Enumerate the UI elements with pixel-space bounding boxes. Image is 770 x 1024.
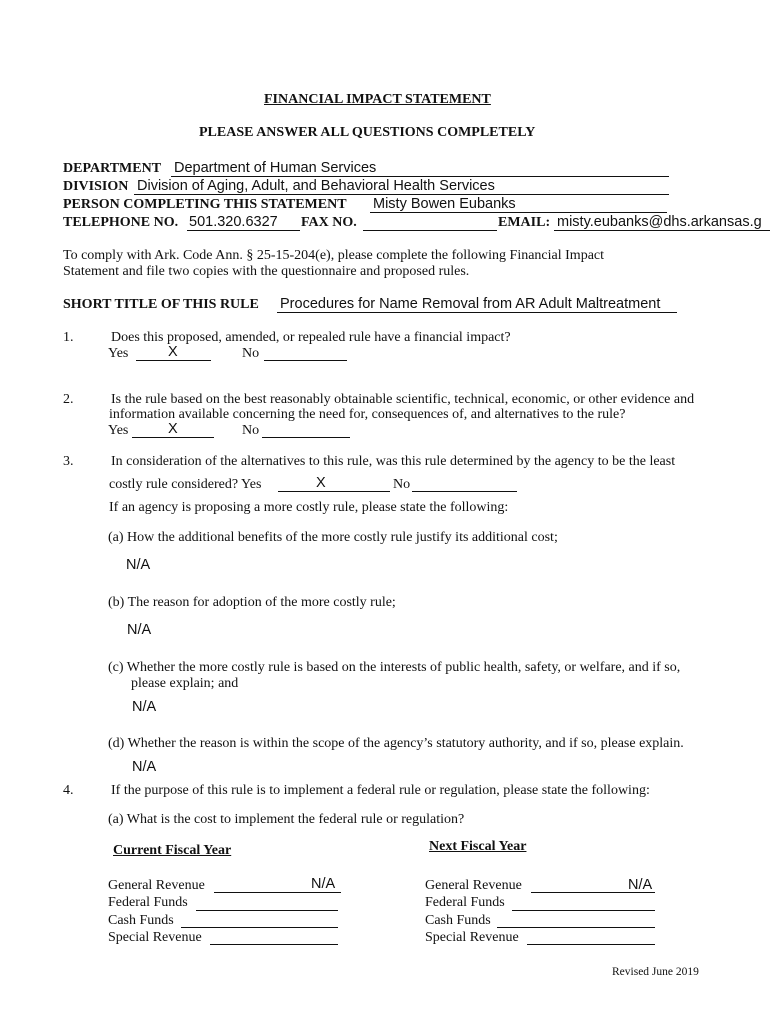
q3-line-2: costly rule considered? Yes bbox=[109, 477, 262, 492]
next-fiscal-year-header: Next Fiscal Year bbox=[429, 839, 527, 854]
intro-line-1: To comply with Ark. Code Ann. § 25-15-204(e), please complete the following Financial Impact bbox=[63, 248, 605, 263]
telephone-line bbox=[187, 230, 300, 231]
email-line bbox=[554, 230, 770, 231]
person-label: PERSON COMPLETING THIS STATEMENT bbox=[63, 197, 347, 212]
current-cash-funds-label: Cash Funds bbox=[108, 913, 174, 928]
q3-line-1: In consideration of the alternatives to this rule, was this rule determined by the agency to be the least bbox=[111, 454, 676, 469]
q2-yes-label: Yes bbox=[108, 423, 129, 438]
current-federal-funds-line bbox=[196, 910, 338, 911]
q3c-line-2: please explain; and bbox=[131, 676, 239, 691]
division-field[interactable]: Division of Aging, Adult, and Behavioral Health Services bbox=[137, 178, 495, 194]
q1-yes-line bbox=[136, 360, 211, 361]
fax-line bbox=[363, 230, 497, 231]
q2-no-label: No bbox=[242, 423, 260, 438]
current-federal-funds-label: Federal Funds bbox=[108, 895, 188, 910]
next-special-revenue-label: Special Revenue bbox=[425, 930, 519, 945]
q1-yes-label: Yes bbox=[108, 346, 129, 361]
current-special-revenue-line bbox=[210, 944, 338, 945]
next-general-revenue-field[interactable]: N/A bbox=[628, 877, 653, 893]
q3b-answer[interactable]: N/A bbox=[127, 622, 152, 638]
current-cash-funds-line bbox=[181, 927, 338, 928]
current-general-revenue-label: General Revenue bbox=[108, 878, 205, 893]
q1-yes-field[interactable]: X bbox=[168, 344, 178, 360]
q3-number: 3. bbox=[63, 454, 74, 469]
q3-no-line bbox=[412, 491, 517, 492]
q3b-text: (b) The reason for adoption of the more costly rule; bbox=[108, 595, 396, 610]
person-field[interactable]: Misty Bowen Eubanks bbox=[373, 196, 516, 212]
department-label: DEPARTMENT bbox=[63, 161, 162, 176]
fax-label: FAX NO. bbox=[301, 215, 357, 230]
telephone-label: TELEPHONE NO. bbox=[63, 215, 179, 230]
q1-no-label: No bbox=[242, 346, 260, 361]
q3c-answer[interactable]: N/A bbox=[132, 699, 157, 715]
q3c-line-1: (c) Whether the more costly rule is based on the interests of public health, safety, or welfare, and if so, bbox=[108, 660, 681, 675]
next-general-revenue-label: General Revenue bbox=[425, 878, 522, 893]
next-special-revenue-line bbox=[527, 944, 655, 945]
revision-footer: Revised June 2019 bbox=[612, 966, 699, 978]
q1-text: Does this proposed, amended, or repealed rule have a financial impact? bbox=[111, 330, 511, 345]
next-federal-funds-line bbox=[512, 910, 655, 911]
next-federal-funds-label: Federal Funds bbox=[425, 895, 505, 910]
q3d-answer[interactable]: N/A bbox=[132, 759, 157, 775]
current-general-revenue-field[interactable]: N/A bbox=[311, 876, 336, 892]
q3a-text: (a) How the additional benefits of the more costly rule justify its additional cost; bbox=[108, 530, 558, 545]
q2-no-line bbox=[262, 437, 350, 438]
q3-yes-line bbox=[278, 491, 390, 492]
division-line bbox=[134, 194, 669, 195]
q2-line-1: Is the rule based on the best reasonably obtainable scientific, technical, economic, or other evidence and bbox=[111, 392, 695, 407]
q1-number: 1. bbox=[63, 330, 74, 345]
next-cash-funds-label: Cash Funds bbox=[425, 913, 491, 928]
current-general-revenue-line bbox=[214, 892, 341, 893]
q3-yes-field[interactable]: X bbox=[316, 475, 326, 491]
person-line bbox=[370, 212, 667, 213]
q2-line-2: information available concerning the need for, consequences of, and alternatives to the rule? bbox=[109, 407, 626, 422]
q3d-text: (d) Whether the reason is within the scope of the agency’s statutory authority, and if so, please explain. bbox=[108, 736, 684, 751]
short-title-line bbox=[277, 312, 677, 313]
telephone-field[interactable]: 501.320.6327 bbox=[189, 214, 278, 230]
q2-yes-field[interactable]: X bbox=[168, 421, 178, 437]
q2-number: 2. bbox=[63, 392, 74, 407]
short-title-label: SHORT TITLE OF THIS RULE bbox=[63, 297, 259, 312]
q4-number: 4. bbox=[63, 783, 74, 798]
q4-text: If the purpose of this rule is to implement a federal rule or regulation, please state the following: bbox=[111, 783, 650, 798]
email-field[interactable]: misty.eubanks@dhs.arkansas.g bbox=[557, 214, 762, 230]
intro-line-2: Statement and file two copies with the questionnaire and proposed rules. bbox=[63, 264, 470, 279]
q3a-answer[interactable]: N/A bbox=[126, 557, 151, 573]
q3-no-label: No bbox=[393, 477, 411, 492]
current-fiscal-year-header: Current Fiscal Year bbox=[113, 843, 232, 858]
division-label: DIVISION bbox=[63, 179, 129, 194]
department-field[interactable]: Department of Human Services bbox=[174, 160, 377, 176]
short-title-field[interactable]: Procedures for Name Removal from AR Adult Maltreatment bbox=[280, 296, 661, 312]
current-special-revenue-label: Special Revenue bbox=[108, 930, 202, 945]
email-label: EMAIL: bbox=[498, 215, 551, 230]
q2-yes-line bbox=[132, 437, 214, 438]
department-line bbox=[171, 176, 669, 177]
q3-line-3: If an agency is proposing a more costly rule, please state the following: bbox=[109, 500, 509, 515]
q1-no-line bbox=[264, 360, 347, 361]
document-title: FINANCIAL IMPACT STATEMENT bbox=[264, 92, 491, 107]
next-cash-funds-line bbox=[497, 927, 655, 928]
q4a-text: (a) What is the cost to implement the federal rule or regulation? bbox=[108, 812, 465, 827]
document-subtitle: PLEASE ANSWER ALL QUESTIONS COMPLETELY bbox=[199, 125, 536, 140]
